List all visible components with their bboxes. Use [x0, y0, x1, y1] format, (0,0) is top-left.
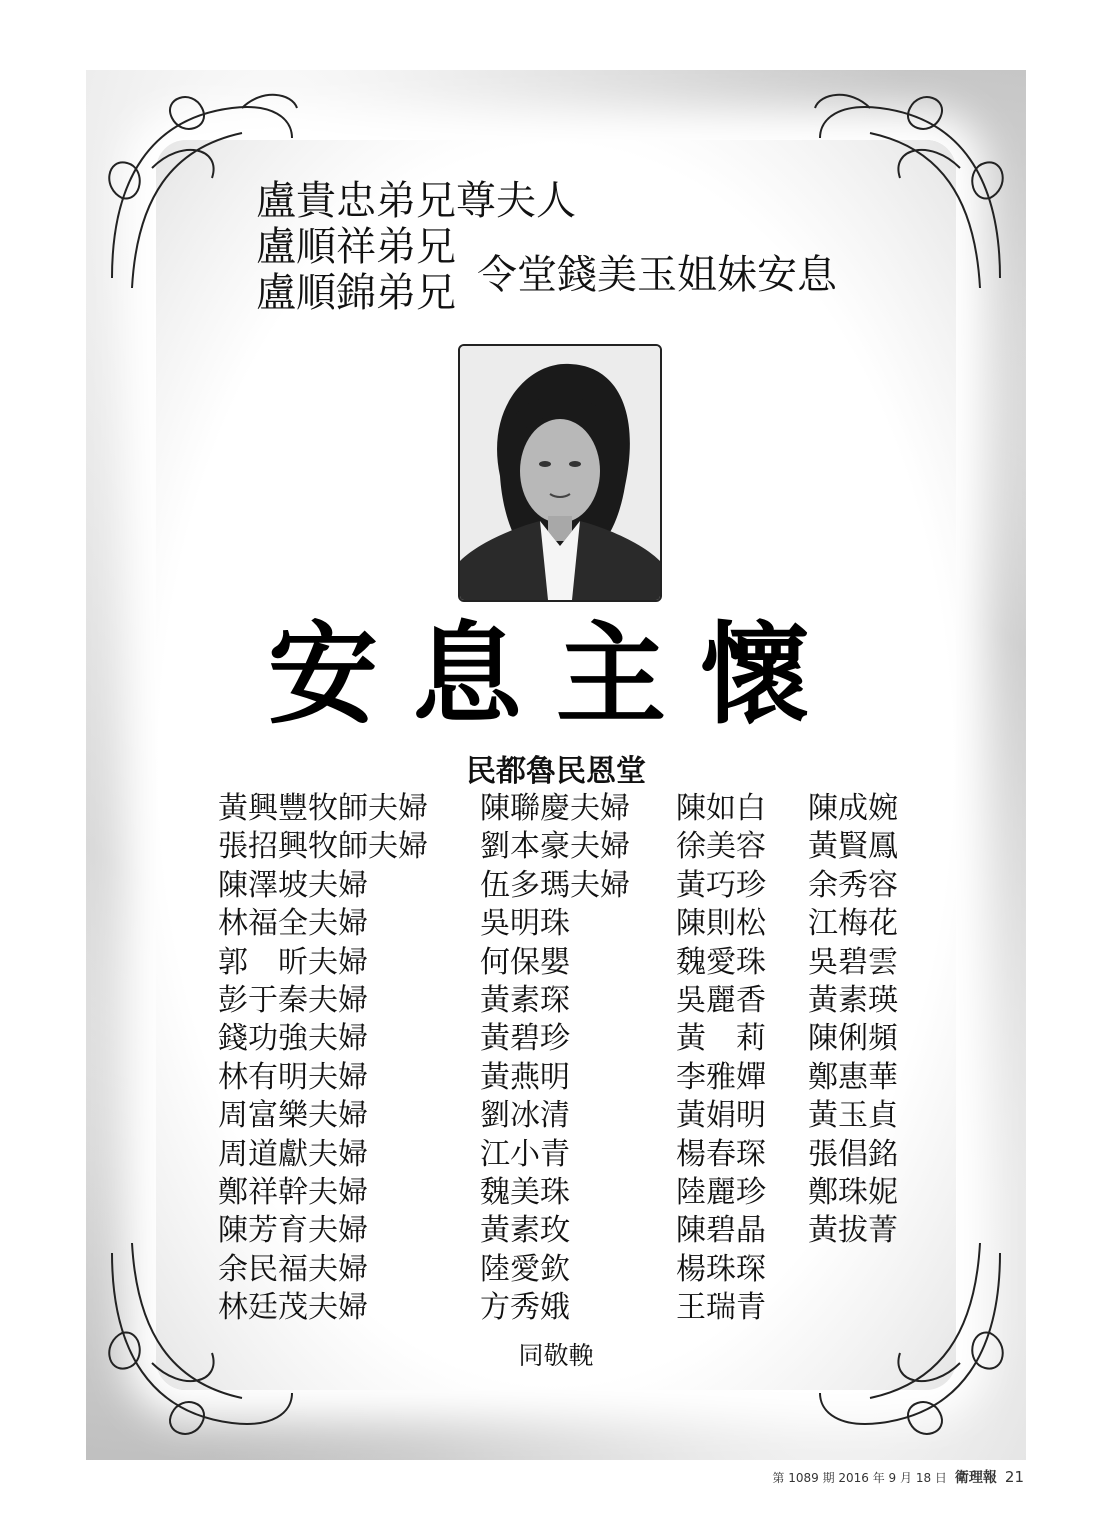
mourner-name: 何保嬰 — [480, 944, 570, 980]
mourner-name: 林廷茂夫婦 — [218, 1290, 368, 1326]
names-column-3 — [676, 790, 766, 1328]
heading-line-2: 盧順祥弟兄 — [256, 224, 456, 270]
mourner-name: 黃賢鳳 — [808, 829, 898, 865]
mourner-name: 楊春琛 — [676, 1136, 766, 1172]
mourner-name: 陳碧晶 — [676, 1213, 766, 1249]
mourner-name: 陳如白 — [676, 791, 766, 826]
mourner-name: 余秀容 — [808, 867, 898, 903]
mourner-name: 江小青 — [480, 1136, 570, 1172]
mourner-name: 伍多瑪夫婦 — [480, 867, 630, 903]
names-column-4 — [808, 790, 898, 1251]
mourner-name: 郭 昕夫婦 — [218, 944, 368, 980]
mourner-name: 徐美容 — [676, 829, 766, 865]
mourner-name: 方秀娥 — [480, 1290, 570, 1326]
mourner-name: 陳成婉 — [808, 791, 898, 826]
mourner-name: 吳碧雲 — [808, 944, 898, 980]
mourner-name: 黃燕明 — [480, 1059, 570, 1095]
mourner-name: 黃拔菁 — [808, 1213, 898, 1249]
mourner-name: 黃巧珍 — [676, 867, 766, 903]
mourner-name: 錢功強夫婦 — [218, 1021, 368, 1057]
newspaper-name: 衛理報 — [954, 1470, 997, 1486]
mourner-name: 黃娟明 — [676, 1098, 766, 1134]
mourner-name: 張招興牧師夫婦 — [218, 829, 428, 865]
page-number: 21 — [1004, 1468, 1024, 1486]
mourner-name: 陸麗珍 — [676, 1175, 766, 1211]
heading-line-3: 盧順錦弟兄 — [256, 270, 456, 316]
mourner-name: 黃玉貞 — [808, 1098, 898, 1134]
mourner-name: 黃素琛 — [480, 983, 570, 1019]
church-name: 民都魯民恩堂 — [466, 754, 646, 789]
mourner-name: 劉冰清 — [480, 1098, 570, 1134]
mourner-name: 魏美珠 — [480, 1175, 570, 1211]
closing-text: 同敬輓 — [518, 1341, 594, 1370]
mourner-name: 黃素玫 — [480, 1213, 570, 1249]
mourner-name: 江梅花 — [808, 906, 898, 942]
portrait-photo-icon — [458, 344, 662, 602]
mourner-name: 余民福夫婦 — [218, 1251, 368, 1287]
mourner-name: 魏愛珠 — [676, 944, 766, 980]
mourner-name: 黃 莉 — [676, 1021, 766, 1057]
mourner-name: 黃素瑛 — [808, 983, 898, 1019]
mourner-name: 鄭惠華 — [808, 1059, 898, 1095]
mourner-name: 彭于秦夫婦 — [218, 983, 368, 1019]
memorial-title: 安息主懷 — [268, 610, 844, 739]
page-footer — [772, 1467, 1024, 1487]
heading-line-1: 盧貴忠弟兄尊夫人 — [256, 178, 576, 224]
heading-deceased: 令堂錢美玉姐妹安息 — [477, 252, 837, 298]
mourner-name: 黃興豐牧師夫婦 — [218, 791, 428, 826]
mourner-name: 陸愛欽 — [480, 1251, 570, 1287]
mourner-name: 陳芳育夫婦 — [218, 1213, 368, 1249]
mourner-name: 陳則松 — [676, 906, 766, 942]
mourner-name: 陳澤坡夫婦 — [218, 867, 368, 903]
mourner-name: 楊珠琛 — [676, 1251, 766, 1287]
mourner-name: 吳麗香 — [676, 983, 766, 1019]
mourner-name: 周富樂夫婦 — [218, 1098, 368, 1134]
mourner-name: 張倡銘 — [808, 1136, 898, 1172]
mourner-name: 鄭珠妮 — [808, 1175, 898, 1211]
issue-date: 第 1089 期 2016 年 9 月 18 日 — [772, 1471, 947, 1485]
mourner-name: 林福全夫婦 — [218, 906, 368, 942]
mourner-name: 林有明夫婦 — [218, 1059, 368, 1095]
mourner-name: 劉本豪夫婦 — [480, 829, 630, 865]
names-column-2 — [480, 790, 630, 1328]
mourner-name: 陳俐頻 — [808, 1021, 898, 1057]
mourner-name: 李雅嬋 — [676, 1059, 766, 1095]
mourner-name: 黃碧珍 — [480, 1021, 570, 1057]
mourner-name: 周道獻夫婦 — [218, 1136, 368, 1172]
mourner-name: 吳明珠 — [480, 906, 570, 942]
mourner-name: 陳聯慶夫婦 — [480, 791, 630, 826]
names-column-1 — [218, 790, 428, 1328]
mourner-name: 鄭祥幹夫婦 — [218, 1175, 368, 1211]
mourner-name: 王瑞青 — [676, 1290, 766, 1326]
